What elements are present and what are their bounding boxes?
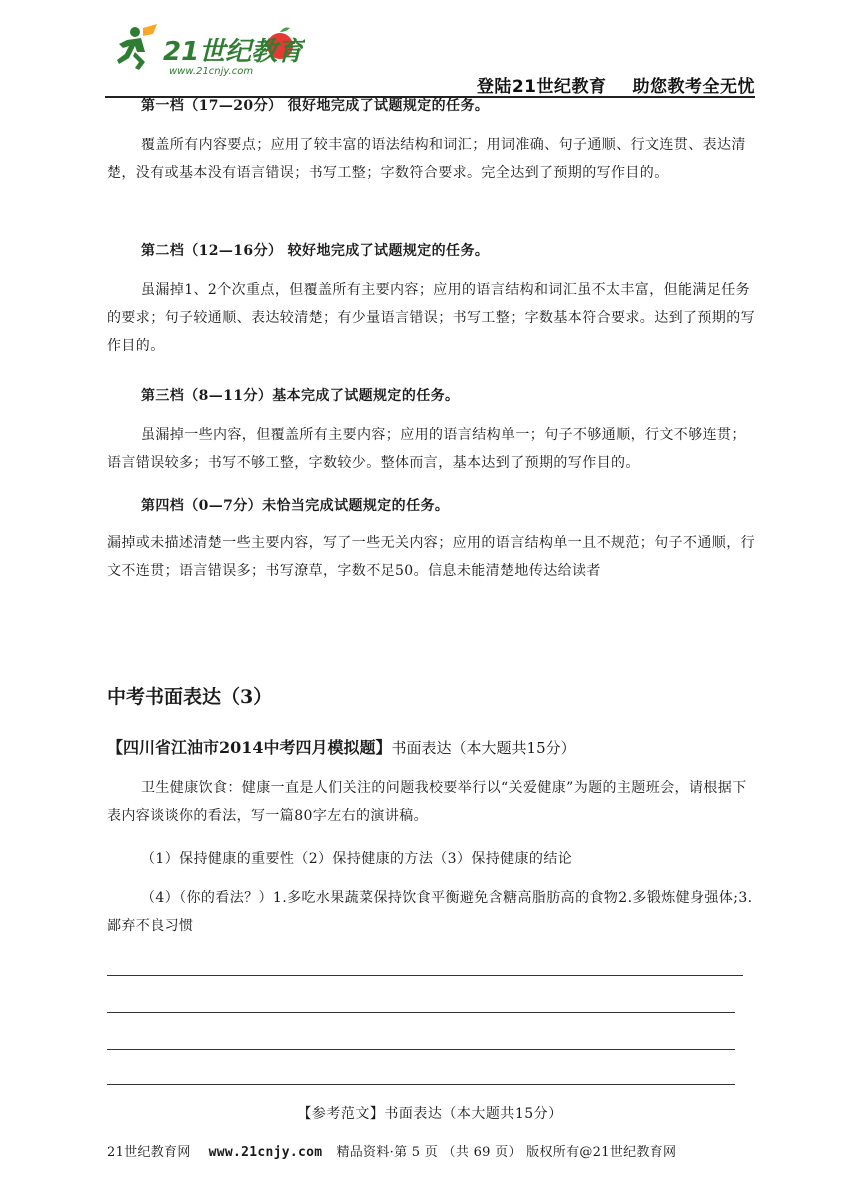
question-label: 书面表达（本大题共15分）	[391, 739, 576, 757]
grade-3-text: 虽漏掉一些内容，但覆盖所有主要内容；应用的语言结构单一；句子不够通顺，行文不够连贯；语言错误较多；书写不够工整，字数较少。整体而言，基本达到了预期的写作目的。	[107, 427, 746, 471]
footer-left: 21世纪教育网	[107, 1145, 191, 1160]
answer-line	[107, 1084, 735, 1085]
grade-3-title: 第三档（8—11分）基本完成了试题规定的任务。	[141, 388, 460, 404]
question-source: 【四川省江油市2014中考四月模拟题】	[107, 738, 392, 757]
grade-2-title: 第二档（12—16分） 较好地完成了试题规定的任务。	[141, 243, 490, 259]
grade-1-title: 第一档（17—20分） 很好地完成了试题规定的任务。	[141, 98, 490, 114]
question-points: （1）保持健康的重要性（2）保持健康的方法（3）保持健康的结论	[141, 851, 573, 867]
footer-right: 精品资料·第 5 页 （共 69 页） 版权所有@21世纪教育网	[336, 1145, 677, 1160]
page-header	[105, 18, 755, 97]
reference-title: 【参考范文】书面表达（本大题共15分）	[297, 1106, 563, 1122]
grade-1-text: 覆盖所有内容要点；应用了较丰富的语法结构和词汇；用词准确、句子通顺、行文连贯、表达清楚，没有或基本没有语言错误；书写工整；字数符合要求。完全达到了预期的写作目的。	[107, 137, 746, 181]
page-footer	[107, 1141, 676, 1160]
svg-text:21世纪教育: 21世纪教育	[163, 37, 304, 67]
slogan-left: 登陆21世纪教育	[476, 77, 607, 97]
answer-line	[107, 975, 743, 976]
question-opinion: （4）（你的看法？）1.多吃水果蔬菜保持饮食平衡避免含糖高脂肪高的食物2.多锻炼健身强体;3.鄙弃不良习惯	[107, 890, 753, 934]
question-heading	[107, 735, 576, 758]
21cnjy-logo	[105, 18, 305, 82]
footer-site-link[interactable]: www.21cnjy.com	[208, 1145, 323, 1160]
grade-2-text: 虽漏掉1、2个次重点，但覆盖所有主要内容；应用的语言结构和词汇虽不太丰富，但能满足任务的要求；句子较通顺、表达较清楚；有少量语言错误；书写工整；字数基本符合要求。达到了预期的写作目的。	[107, 282, 755, 354]
section-title: 中考书面表达（3）	[107, 686, 273, 708]
question-prompt: 卫生健康饮食：健康一直是人们关注的问题我校要举行以“关爱健康”为题的主题班会，请根据下表内容谈谈你的看法，写一篇80字左右的演讲稿。	[107, 780, 747, 824]
answer-line	[107, 1049, 735, 1050]
grade-4-text: 漏掉或未描述清楚一些主要内容，写了一些无关内容；应用的语言结构单一且不规范；句子不通顺，行文不连贯；语言错误多；书写潦草，字数不足50。信息未能清楚地传达给读者	[107, 535, 755, 579]
grade-4-title: 第四档（0—7分）未恰当完成试题规定的任务。	[141, 498, 450, 514]
svg-text:www.21cnjy.com: www.21cnjy.com	[169, 66, 254, 77]
slogan-right: 助您教考全无忧	[632, 77, 755, 97]
answer-line	[107, 1012, 735, 1013]
